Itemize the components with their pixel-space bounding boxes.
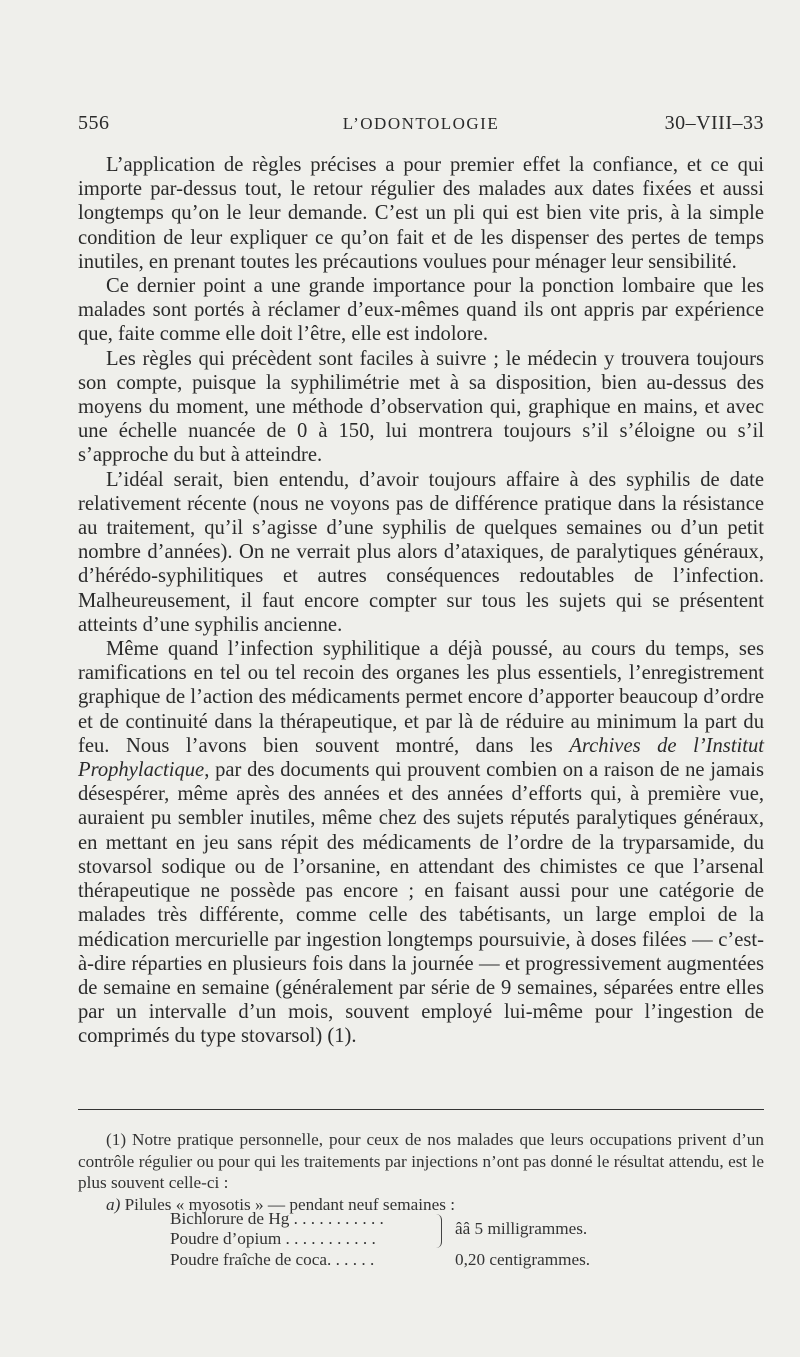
footnote: [78, 1129, 764, 1215]
paragraph-text: , par des documents qui prouvent combien on a raison de ne jamais désespérer, même après des années et des années d’efforts qui, à première vue, auraient pu sembler inutiles, même chez des sujets réputés paralytiques généraux, en mettant en jeu sans répit des médicaments de l’ordre de la tryparsamide, du stovarsol sodique ou de l’orsanine, en attendant des chimistes ce que l’arsenal thérapeutique ne possède pas encore ; en faisant aussi pour une catégorie de malades très différente, comme celle des tabétisants, un large emploi de la médication mercurielle par ingestion longtemps poursuivie, à doses filées — c’est-à-dire réparties en plusieurs fois dans la journée — et progressivement augmentées de semaine en semaine (généralement par série de 9 semaines, séparées entre elles par un intervalle d’un mois, souvent employé lui-même pour l’ingestion de comprimés du type stovarsol) (1).: [78, 759, 764, 1048]
ingredient: Poudre d’opium . . . . . . . . . . .: [170, 1229, 376, 1248]
brace: [436, 1214, 442, 1248]
page-header: [78, 112, 764, 142]
footnote-separator: [78, 1109, 764, 1110]
journal-reference: Archives de l’Institut Prophylactique: [78, 734, 764, 782]
footnote-text: (1) Notre pratique personnelle, pour ceux de nos malades que leurs occupations privent d’un contrôle régulier ou pour qui les traitements par injections n’ont pas donné le résultat attendu, est le plus souvent celle-ci :: [78, 1130, 764, 1192]
item-marker: a): [106, 1194, 121, 1214]
ingredient: Bichlorure de Hg . . . . . . . . . . .: [170, 1209, 384, 1228]
issue-date: 30–VIII–33: [664, 112, 764, 134]
ingredient: Poudre fraîche de coca. . . . . .: [170, 1250, 375, 1269]
running-title: L’ODONTOLOGIE: [342, 114, 500, 133]
dose: 0,20 centigrammes.: [455, 1250, 591, 1269]
paragraph-text: Même quand l’infection syphilitique a déjà poussé, au cours du temps, ses ramifications en tel ou tel recoin des organes les plus essentiels, l’enregistrement graphique de l’action des médicaments permet encore d’apporter beaucoup d’ordre et de continuité dans la thérapeutique, et par là de réduire au minimum la part du feu. Nous l’avons bien souvent montré, dans les: [78, 638, 764, 757]
paragraph: Les règles qui précèdent sont faciles à suivre ; le médecin y trouvera toujours son compte, puisque la syphilimétrie met à sa disposition, bien au-dessus des moyens du moment, une méthode d’observation qui, graphique en mains, et avec une échelle nuancée de 0 à 150, lui montrera toujours s’il s’éloigne ou s’il s’approche du but à atteindre.: [78, 347, 764, 467]
paragraph: Ce dernier point a une grande importance pour la ponction lombaire que les malades sont portés à réclamer d’eux-mêmes quand ils ont appris par expérience que, faite comme elle doit l’être, elle est indolore.: [78, 275, 764, 346]
paragraph: L’application de règles précises a pour premier effet la confiance, et ce qui importe par-dessus tout, le retour régulier des malades aux dates fixées et aussi longtemps qu’on le leur demande. C’est un pli qui est bien vite pris, à la simple condition de leur expliquer ce qu’on fait et de les dispenser des pertes de temps inutiles, en prenant toutes les précautions voulues pour ménager leur sensibilité.: [78, 154, 764, 273]
page-number: 556: [78, 112, 110, 134]
paragraph: L’idéal serait, bien entendu, d’avoir toujours affaire à des syphilis de date relativement récente (nous ne voyons pas de différence pratique dans la résistance au traitement, qu’il s’agisse d’une syphilis de quelques semaines ou d’un petit nombre d’années). On ne verrait plus alors d’ataxiques, de paralytiques généraux, d’hérédo-syphilitiques et autres conséquences redoutables de l’infection. Malheureusement, il faut encore compter sur tous les sujets qui se présentent atteints d’une syphilis ancienne.: [78, 468, 764, 636]
dose: ââ 5 milligrammes.: [455, 1219, 588, 1238]
main-text: [78, 153, 764, 1049]
paragraph: [78, 637, 764, 1048]
item-text: Pilules « myosotis » — pendant neuf semaines :: [120, 1194, 455, 1214]
